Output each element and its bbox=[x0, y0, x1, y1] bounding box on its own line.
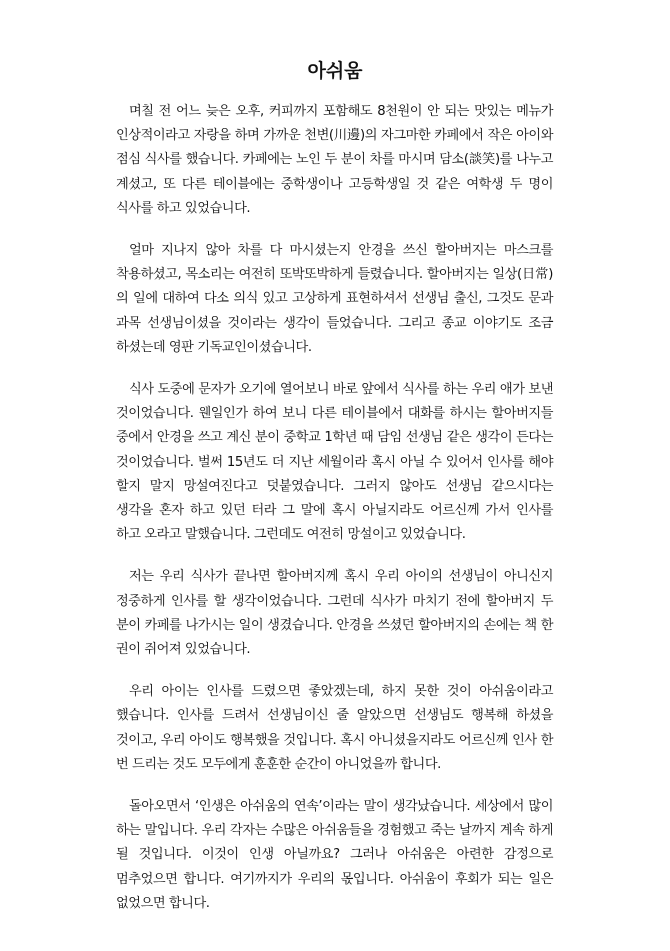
essay-body bbox=[116, 100, 553, 934]
paragraph-2: 얼마 지나지 않아 차를 다 마시셨는지 안경을 쓰신 할아버지는 마스크를 착용하셨고, 목소리는 여전히 또박또박하게 들렸습니다. 할아버지는 일상(日常)의 일에 대하여 다소 의식 있고 고상하게 표현하셔서 선생님 출신, 그것도 문과 과목 선생님이셨을 것이라는 생각이 들었습니다. 그리고 종교 이야기도 조금 하셨는데 영판 기독교인이셨습니다. bbox=[116, 243, 553, 355]
page-title: 아쉬움 bbox=[307, 60, 363, 82]
paragraph-3: 식사 도중에 문자가 오기에 열어보니 바로 앞에서 식사를 하는 우리 애가 보낸 것이었습니다. 웬일인가 하여 보니 다른 테이블에서 대화를 하시는 할아버지들 중에서 안경을 쓰고 계신 분이 중학교 1학년 때 담임 선생님 같은 생각이 든다는 것이었습니다. 벌써 15년도 더 지난 세월이라 혹시 아닐 수 있어서 인사를 해야 할지 말지 망설여진다고 덧붙였습니다. 그러지 않아도 선생님 같으시다는 생각을 혼자 하고 있던 터라 그 말에 혹시 아닐지라도 어르신께 가서 인사를 하고 오라고 말했습니다. 그런데도 여전히 망설이고 있었습니다. bbox=[116, 382, 553, 543]
paragraph-1: 며칠 전 어느 늦은 오후, 커피까지 포함해도 8천원이 안 되는 맛있는 메뉴가 인상적이라고 자랑을 하며 가까운 천변(川邊)의 자그마한 카페에서 작은 아이와 점심 식사를 했습니다. 카페에는 노인 두 분이 차를 마시며 담소(談笑)를 나누고 계셨고, 또 다른 테이블에는 중학생이나 고등학생일 것 같은 여학생 두 명이 식사를 하고 있었습니다. bbox=[116, 104, 553, 216]
paragraph-4: 저는 우리 식사가 끝나면 할아버지께 혹시 우리 아이의 선생님이 아니신지 정중하게 인사를 할 생각이었습니다. 그런데 식사가 마치기 전에 할아버지 두 분이 카페를 나가시는 일이 생겼습니다. 안경을 쓰셨던 할아버지의 손에는 책 한 권이 쥐어져 있었습니다. bbox=[116, 569, 553, 658]
paragraph-6: 돌아오면서 ‘인생은 아쉬움의 연속’이라는 말이 생각났습니다. 세상에서 많이 하는 말입니다. 우리 각자는 수많은 아쉬움들을 경험했고 죽는 날까지 계속 하게 될 것입니다. 이것이 인생 아닐까요? 그러나 아쉬움은 아련한 감정으로 멈추었으면 합니다. 여기까지가 우리의 몫입니다. 아쉬움이 후회가 되는 일은 없었으면 합니다. bbox=[116, 799, 553, 911]
paragraph-5: 우리 아이는 인사를 드렸으면 좋았겠는데, 하지 못한 것이 아쉬움이라고 했습니다. 인사를 드려서 선생님이신 줄 알았으면 선생님도 행복해 하셨을 것이고, 우리 아이도 행복했을 것입니다. 혹시 아니셨을지라도 어르신께 인사 한 번 드리는 것도 모두에게 훈훈한 순간이 아니었을까 합니다. bbox=[116, 684, 553, 772]
